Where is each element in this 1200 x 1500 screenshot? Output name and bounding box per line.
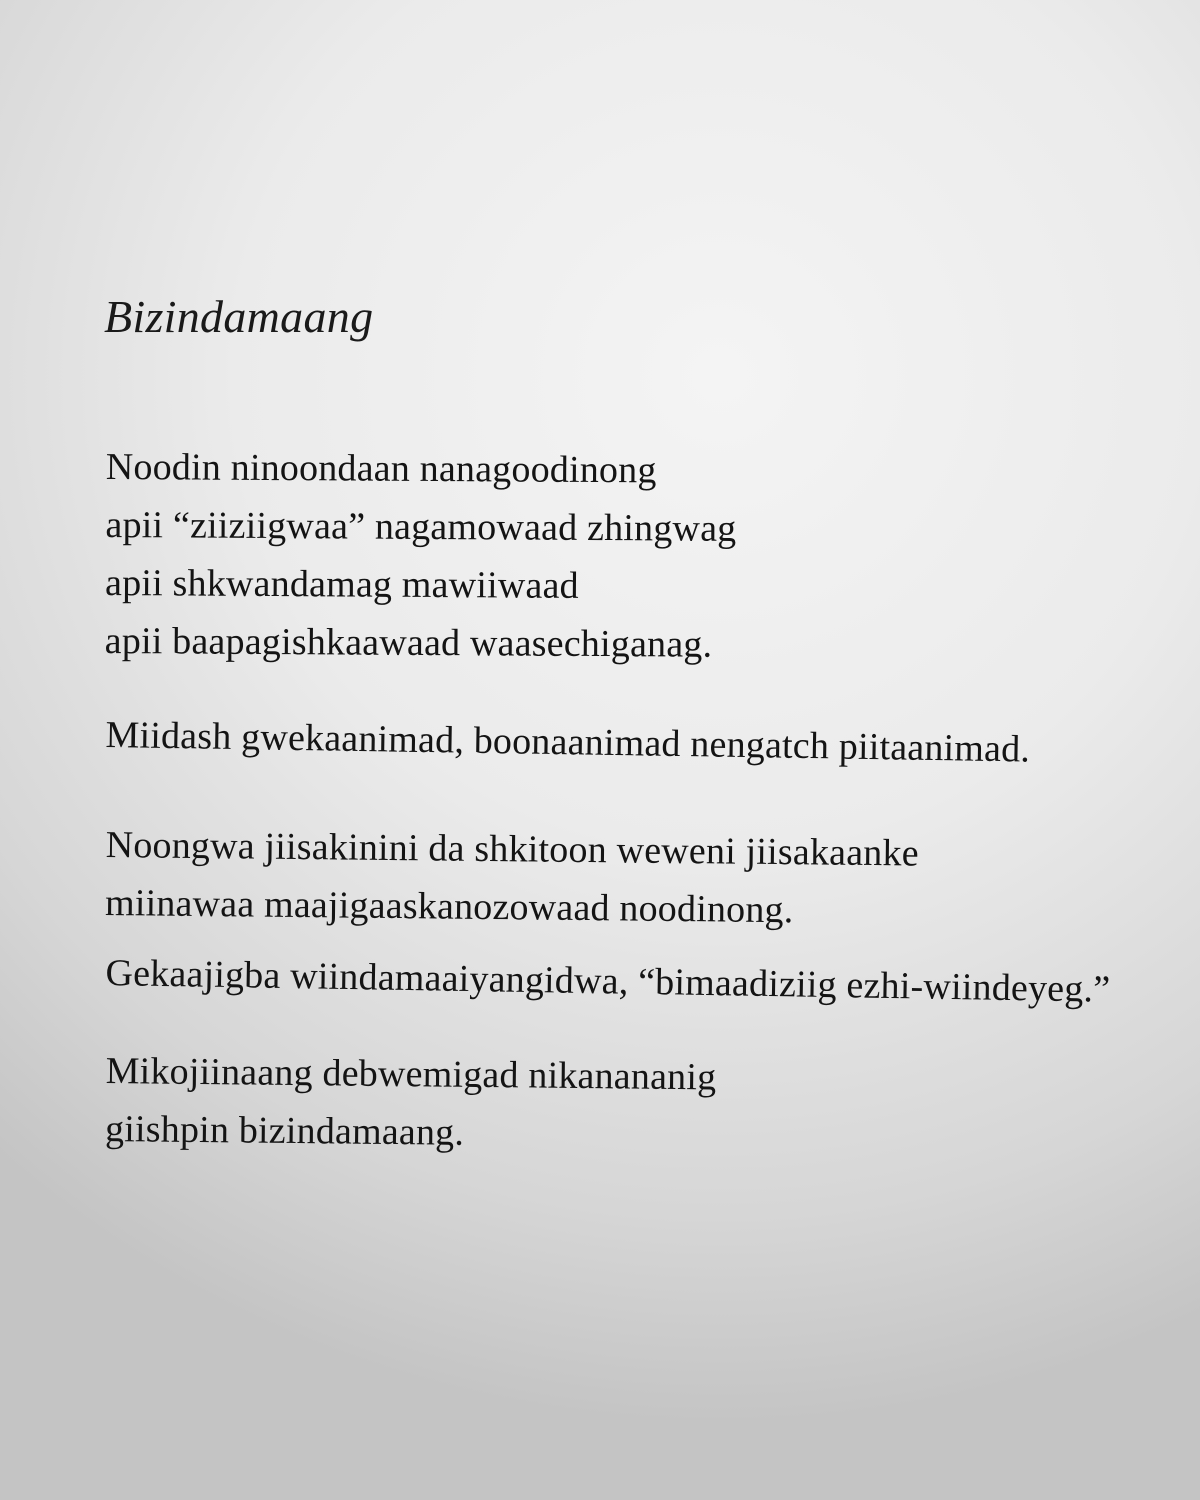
poem-line: apii shkwandamag mawiiwaad [104, 561, 579, 607]
poem-line: apii baapagishkaawaad waasechiganag. [104, 619, 713, 666]
poem-title: Bizindamaang [104, 291, 374, 342]
poem-line: Noongwa jiisakinini da shkitoon weweni jiisakaanke [105, 823, 919, 875]
poem-line: Gekaajigba wiindamaaiyangidwa, “bimaadiziig ezhi-wiindeyeg.” [105, 951, 1111, 1011]
poem-stanza [105, 706, 1030, 779]
poem-stanza [105, 944, 1111, 1019]
poem-line: apii “ziiziigwaa” nagamowaad zhingwag [105, 503, 737, 550]
poem-stanza [105, 816, 919, 941]
poem-line: Miidash gwekaanimad, boonaanimad nengatch piitaanimad. [105, 713, 1031, 771]
poem-line: giishpin bizindamaang. [104, 1107, 465, 1154]
poem-line: Noodin ninoondaan nanagoodinong [105, 445, 657, 492]
poem-line: Mikojiinaang debwemigad nikanananig [105, 1049, 717, 1099]
poem-stanza [105, 1042, 717, 1164]
poem-line: miinawaa maajigaaskanozowaad noodinong. [104, 881, 794, 932]
poem-stanza [105, 438, 737, 674]
